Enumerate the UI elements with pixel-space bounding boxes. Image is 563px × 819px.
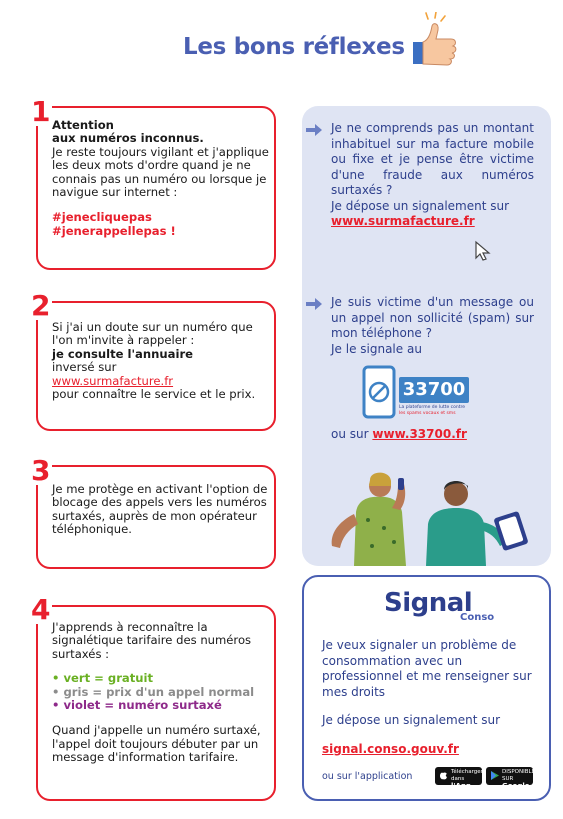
card-4-text (52, 621, 270, 765)
page-title: Les bons réflexes (183, 34, 405, 60)
panel-block-1 (305, 121, 534, 230)
signalconso-link[interactable]: signal.conso.gouv.fr (322, 742, 459, 756)
badge-subtitle: La plateforme de lutte contre les spams vocaux et sms (399, 405, 466, 416)
card-4-intro: J'apprends à reconnaître la signalétique tarifaire des numéros surtaxés : (52, 620, 252, 661)
tariff-grey: • gris = prix d'un appel normal (52, 684, 255, 699)
card-2-end: pour connaître le service et le prix. (52, 387, 256, 402)
apple-icon (439, 770, 449, 781)
app-text: ou sur l'application (322, 771, 413, 782)
hashtag-jenecliquepas: #jenecliquepas (52, 210, 152, 225)
app-store-button[interactable]: Télécharger dans l'App Store (435, 767, 482, 785)
33700-link[interactable]: www.33700.fr (372, 427, 467, 441)
arrow-right-icon (305, 123, 323, 137)
panel-block-2-text: Je suis victime d'un message ou un appel non sollicité (spam) sur mon téléphone ? (331, 295, 534, 340)
card-number-1: 1 (31, 95, 51, 128)
card-number-2: 2 (31, 289, 51, 322)
card-4-outro: Quand j'appelle un numéro surtaxé, l'appel doit toujours débuter par un message d'information tarifaire. (52, 723, 261, 765)
or-text: ou sur (331, 427, 369, 441)
card-1-body: Je reste toujours vigilant et j'applique les deux mots d'ordre quand je ne connais pas un numéro ou lorsque je navigue sur internet : (52, 144, 269, 200)
surmafacture-panel-link[interactable]: www.surmafacture.fr (331, 214, 475, 228)
panel-block-2 (305, 295, 534, 357)
tariff-violet: • violet = numéro surtaxé (52, 698, 222, 713)
card-2-text (52, 321, 270, 401)
surmafacture-link[interactable]: www.surmafacture.fr (52, 373, 174, 388)
people-illustration (318, 462, 546, 566)
signal-text-2: Je dépose un signalement sur (322, 713, 501, 727)
card-number-3: 3 (31, 454, 51, 487)
panel-block-1-text: Je ne comprends pas un montant inhabituel sur ma facture mobile ou fixe et je pense être victime d'une fraude aux numéros surtaxés ? (331, 121, 534, 197)
panel-block-2-action: Je le signale au (331, 341, 422, 356)
signalconso-logo: Signal (384, 588, 473, 618)
card-3-text (52, 483, 270, 537)
panel-block-1-action: Je dépose un signalement sur (331, 198, 510, 213)
badge-33700: 33700 (399, 377, 469, 403)
hashtag-jenerappellepas: #jenerappellepas ! (52, 223, 176, 238)
card-3-body: Je me protège en activant l'option de blocage des appels vers les numéros surtaxés, auprès de mon opérateur téléphonique. (52, 482, 268, 537)
tariff-green: • vert = gratuit (52, 671, 154, 686)
card-2-before: Si j'ai un doute sur un numéro que l'on m'invite à rappeler : (52, 320, 253, 348)
arrow-right-icon (305, 297, 323, 311)
card-2-bold: je consulte l'annuaire (52, 346, 194, 361)
card-2-after: inversé sur (52, 360, 117, 375)
card-1-line1: Attention (52, 118, 114, 132)
phone-block-icon (362, 365, 396, 419)
google-play-icon (490, 770, 500, 781)
panel-block-2-or (305, 427, 534, 443)
thumbs-up-icon (405, 12, 463, 68)
cursor-icon (474, 240, 494, 262)
card-1-line2: aux numéros inconnus. (52, 131, 204, 146)
signal-text-1: Je veux signaler un problème de consommation avec un professionnel et me renseigner sur mes droits (322, 638, 532, 699)
card-number-4: 4 (31, 593, 51, 626)
card-1-text (52, 119, 270, 238)
signalconso-logo-sub: Conso (460, 612, 495, 623)
google-play-button[interactable]: DISPONIBLE SUR Google Play (486, 767, 533, 785)
